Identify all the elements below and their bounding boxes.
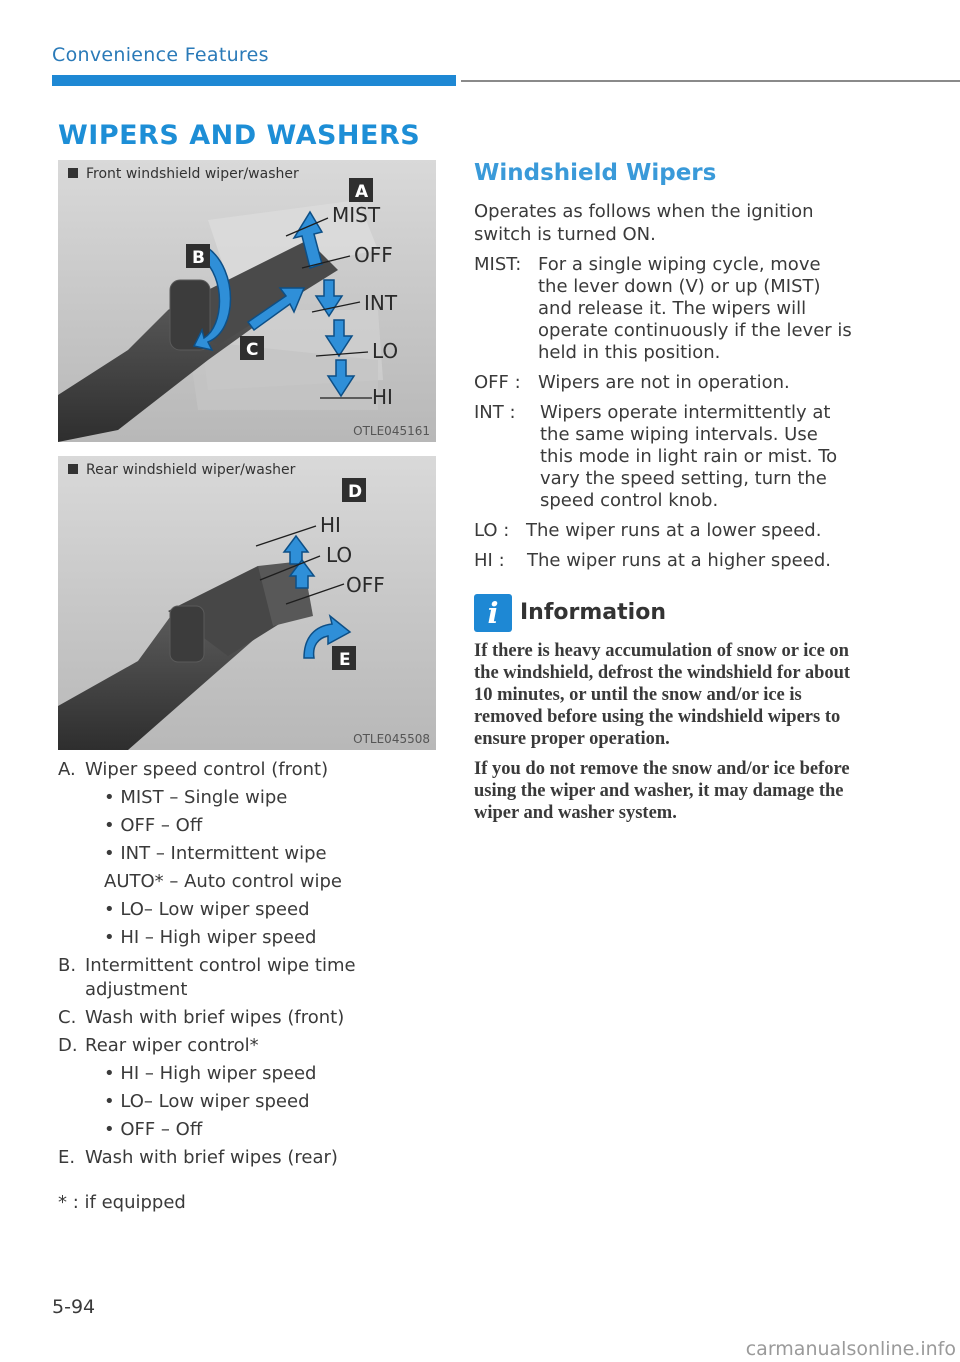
badge-e: E xyxy=(339,650,351,670)
badge-b: B xyxy=(192,248,205,268)
wipers-intro: Operates as follows when the ignition switch is turned ON. xyxy=(474,201,814,245)
rear-figure-code: OTLE045508 xyxy=(353,732,430,746)
front-label-hi: HI xyxy=(372,385,393,409)
caption-square-icon xyxy=(68,464,78,474)
front-wiper-figure xyxy=(58,160,436,442)
component-legend xyxy=(58,758,438,1174)
badge-d: D xyxy=(348,482,363,502)
mode-int: INT : Wipers operate intermittently at the same wiping intervals. Use this mode in light rain or mist. To vary the speed setting, turn the speed control knob. xyxy=(474,402,838,511)
front-figure-caption: Front windshield wiper/washer xyxy=(68,166,299,182)
rear-label-lo: LO xyxy=(326,543,353,567)
windshield-wipers-section xyxy=(474,160,854,832)
legend-item-d: D. Rear wiper control* xyxy=(58,1035,259,1056)
legend-a-auto: AUTO* – Auto control wipe xyxy=(104,871,342,892)
mode-off: OFF : Wipers are not in operation. xyxy=(474,372,790,393)
info-icon: i xyxy=(474,594,512,632)
windshield-wipers-title: Windshield Wipers xyxy=(474,160,717,186)
front-label-lo: LO xyxy=(372,339,399,363)
legend-a-lo: • LO– Low wiper speed xyxy=(104,899,310,920)
rear-lever-illustration xyxy=(58,456,436,750)
legend-a-int: • INT – Intermittent wipe xyxy=(104,843,327,864)
legend-a-hi: • HI – High wiper speed xyxy=(104,927,317,948)
legend-item-b: B. Intermittent control wipe time adjustment xyxy=(58,955,356,1000)
legend-d-off: • OFF – Off xyxy=(104,1119,203,1140)
rear-label-hi: HI xyxy=(320,513,341,537)
legend-item-c: C. Wash with brief wipes (front) xyxy=(58,1007,345,1028)
front-label-int: INT xyxy=(364,291,398,315)
legend-a-mist: • MIST – Single wipe xyxy=(104,787,288,808)
front-label-off: OFF xyxy=(354,243,393,267)
caption-square-icon xyxy=(68,168,78,178)
legend-d-hi: • HI – High wiper speed xyxy=(104,1063,317,1084)
rear-wiper-figure xyxy=(58,456,436,750)
watermark: carmanualsonline.info xyxy=(745,1338,956,1360)
front-figure-code: OTLE045161 xyxy=(353,424,430,438)
header-rule-blue xyxy=(52,75,456,86)
legend-a-off: • OFF – Off xyxy=(104,815,203,836)
mode-lo: LO : The wiper runs at a lower speed. xyxy=(474,520,822,541)
legend-item-a: A. Wiper speed control (front) xyxy=(58,759,329,780)
legend-d-lo: • LO– Low wiper speed xyxy=(104,1091,310,1112)
mode-mist: MIST: For a single wiping cycle, move the lever down (V) or up (MIST) and release it. The wipers will operate continuously if the lever is held in this position. xyxy=(474,254,852,363)
page-number: 5-94 xyxy=(52,1296,96,1318)
front-lever-illustration xyxy=(58,160,436,442)
badge-a: A xyxy=(355,182,369,202)
page-header-title: Convenience Features xyxy=(52,44,269,66)
rear-label-off: OFF xyxy=(346,573,385,597)
legend-item-e: E. Wash with brief wipes (rear) xyxy=(58,1147,338,1168)
section-title: WIPERS AND WASHERS xyxy=(58,120,421,151)
information-paragraph: If there is heavy accumulation of snow or ice on the windshield, defrost the windshield for about 10 minutes, or until the snow and/or ice is removed before using the windshield wipers to ensure proper operation. xyxy=(474,641,851,749)
front-label-mist: MIST xyxy=(332,203,381,227)
rear-figure-caption: Rear windshield wiper/washer xyxy=(68,462,295,478)
footnote: * : if equipped xyxy=(58,1192,186,1213)
mode-hi: HI : The wiper runs at a higher speed. xyxy=(474,550,831,571)
information-paragraph: If you do not remove the snow and/or ice before using the wiper and washer, it may damage the wiper and washer system. xyxy=(474,759,850,823)
information-title: Information xyxy=(520,600,666,625)
header-rule-grey xyxy=(461,80,960,82)
information-header xyxy=(474,594,854,634)
badge-c: C xyxy=(246,340,259,360)
